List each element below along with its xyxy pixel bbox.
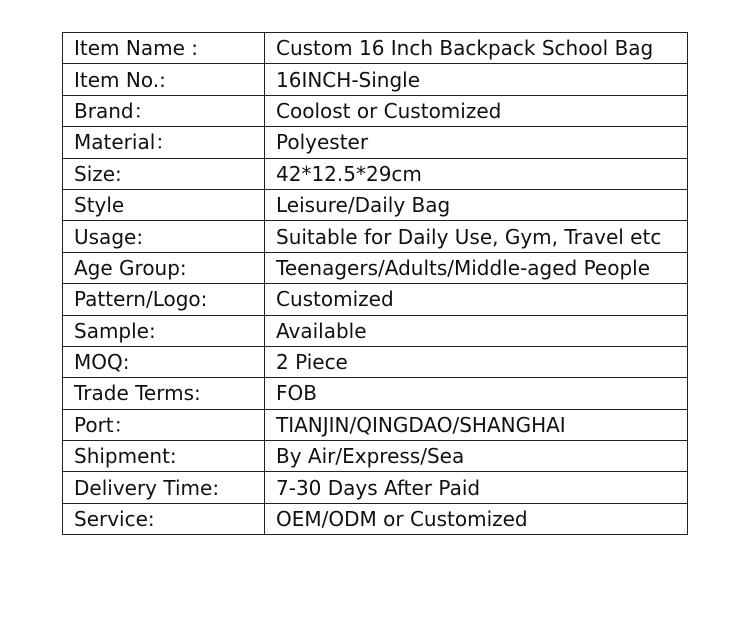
spec-value: Polyester [265,127,688,158]
spec-value: OEM/ODM or Customized [265,503,688,534]
spec-row-brand [63,95,688,126]
spec-label: MOQ: [63,346,265,377]
spec-label: Delivery Time: [63,472,265,503]
spec-row-style [63,189,688,220]
spec-table-body [63,33,688,535]
spec-value: 16INCH-Single [265,64,688,95]
spec-value: Available [265,315,688,346]
spec-row-shipment [63,441,688,472]
spec-value: 7-30 Days After Paid [265,472,688,503]
spec-label: Age Group: [63,252,265,283]
spec-value: Teenagers/Adults/Middle-aged People [265,252,688,283]
spec-label: Size: [63,158,265,189]
spec-label: Item No.: [63,64,265,95]
spec-value: 42*12.5*29cm [265,158,688,189]
spec-label: Material： [63,127,265,158]
spec-row-age-group [63,252,688,283]
spec-value: By Air/Express/Sea [265,441,688,472]
spec-label: Shipment: [63,441,265,472]
spec-label: Service: [63,503,265,534]
spec-label: Style [63,189,265,220]
spec-value: Customized [265,284,688,315]
spec-value: Leisure/Daily Bag [265,189,688,220]
spec-value: TIANJIN/QINGDAO/SHANGHAI [265,409,688,440]
spec-label: Usage: [63,221,265,252]
spec-value: Suitable for Daily Use, Gym, Travel etc [265,221,688,252]
spec-row-item-name [63,33,688,64]
spec-label: Trade Terms: [63,378,265,409]
spec-row-port [63,409,688,440]
spec-row-item-no [63,64,688,95]
spec-label: Pattern/Logo: [63,284,265,315]
spec-row-service [63,503,688,534]
spec-row-trade-terms [63,378,688,409]
spec-row-usage [63,221,688,252]
product-spec-table [62,32,688,535]
spec-label: Port： [63,409,265,440]
spec-value: FOB [265,378,688,409]
spec-row-sample [63,315,688,346]
spec-row-size [63,158,688,189]
spec-row-material [63,127,688,158]
spec-label: Item Name : [63,33,265,64]
spec-value: Coolost or Customized [265,95,688,126]
spec-value: Custom 16 Inch Backpack School Bag [265,33,688,64]
spec-row-pattern-logo [63,284,688,315]
spec-label: Brand： [63,95,265,126]
spec-row-delivery-time [63,472,688,503]
spec-row-moq [63,346,688,377]
spec-label: Sample: [63,315,265,346]
spec-value: 2 Piece [265,346,688,377]
